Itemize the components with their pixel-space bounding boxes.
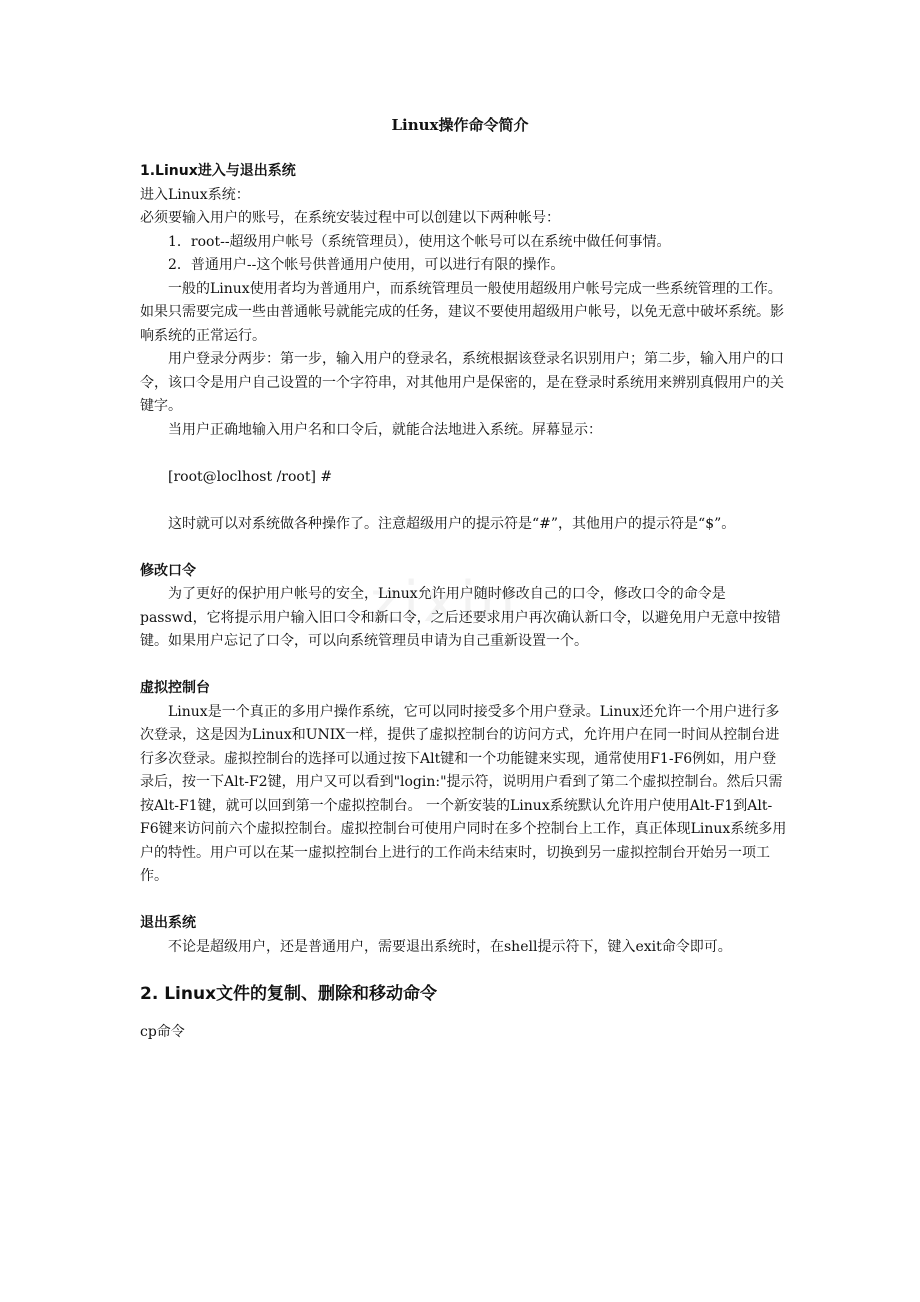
section-heading-file-commands: 2. Linux文件的复制、删除和移动命令 [140, 984, 438, 1004]
section-heading-change-password: 修改口令 [140, 562, 196, 579]
paragraph: 不论是超级用户，还是普通用户，需要退出系统时，在shell提示符下，键入exit命令即可。 [168, 938, 732, 955]
section-heading-virtual-console: 虚拟控制台 [140, 680, 210, 696]
paragraph: 必须要输入用户的账号，在系统安装过程中可以创建以下两种帐号： [140, 210, 560, 226]
paragraph: 一般的Linux使用者均为普通用户，而系统管理员一般使用超级用户帐号完成一些系统管理的工作。如果只需要完成一些由普通帐号就能完成的任务，建议不要使用超级用户帐号，以免无意中破坏系统。影响系统的正常运行。 [140, 280, 784, 344]
paragraph: 用户登录分两步：第一步，输入用户的登录名，系统根据该登录名识别用户；第二步，输入用户的口令，该口令是用户自己设置的一个字符串，对其他用户是保密的，是在登录时系统用来辨别真假用户的关键字。 [140, 351, 784, 414]
page-title: Linux操作命令简介 [391, 116, 529, 134]
list-item: 2．普通用户--这个帐号供普通用户使用，可以进行有限的操作。 [168, 257, 565, 273]
section-heading-login: 1.Linux进入与退出系统 [140, 163, 296, 179]
paragraph: cp命令 [140, 1023, 185, 1040]
section-heading-logout: 退出系统 [140, 915, 196, 931]
list-item: 1．root--超级用户帐号（系统管理员），使用这个帐号可以在系统中做任何事情。 [168, 233, 671, 250]
watermark: zixin [370, 570, 520, 635]
shell-prompt-example: [root@loclhost /root] # [168, 468, 333, 485]
paragraph: 当用户正确地输入用户名和口令后，就能合法地进入系统。屏幕显示： [168, 421, 602, 438]
paragraph: Linux是一个真正的多用户操作系统，它可以同时接受多个用户登录。Linux还允许一个用户进行多次登录，这是因为Linux和UNIX一样，提供了虚拟控制台的访问方式，允许用户在同一时间从控制台进行多次登录。虚拟控制台的选择可以通过按下Alt键和一个功能键来实现，通常使用F1-F6例如，用户登录后，按一下Alt-F2键，用户又可以看到"login:"提示符，说明用户看到了第二个虚拟控制台。然后只需按Alt-F1键，就可以回到第一个虚拟控制台。 一个新安装的Linux系统默认允许用户使用Alt-F1到Alt-F6键来访问前六个虚拟控制台。虚拟控制台可使用户同时在多个控制台上工作，真正体现Linux系统多用户的特性。用户可以在某一虚拟控制台上进行的工作尚未结束时，切换到另一虚拟控制台开始另一项工作。 [140, 703, 787, 884]
paragraph: 进入Linux系统： [140, 186, 250, 203]
paragraph: 这时就可以对系统做各种操作了。注意超级用户的提示符是“#”，其他用户的提示符是“$”。 [168, 515, 736, 532]
paragraph: 为了更好的保护用户帐号的安全，Linux允许用户随时修改自己的口令，修改口令的命令是passwd，它将提示用户输入旧口令和新口令，之后还要求用户再次确认新口令，以避免用户无意中按错键。如果用户忘记了口令，可以向系统管理员申请为自己重新设置一个。 [140, 586, 781, 649]
document-body [140, 160, 790, 1044]
